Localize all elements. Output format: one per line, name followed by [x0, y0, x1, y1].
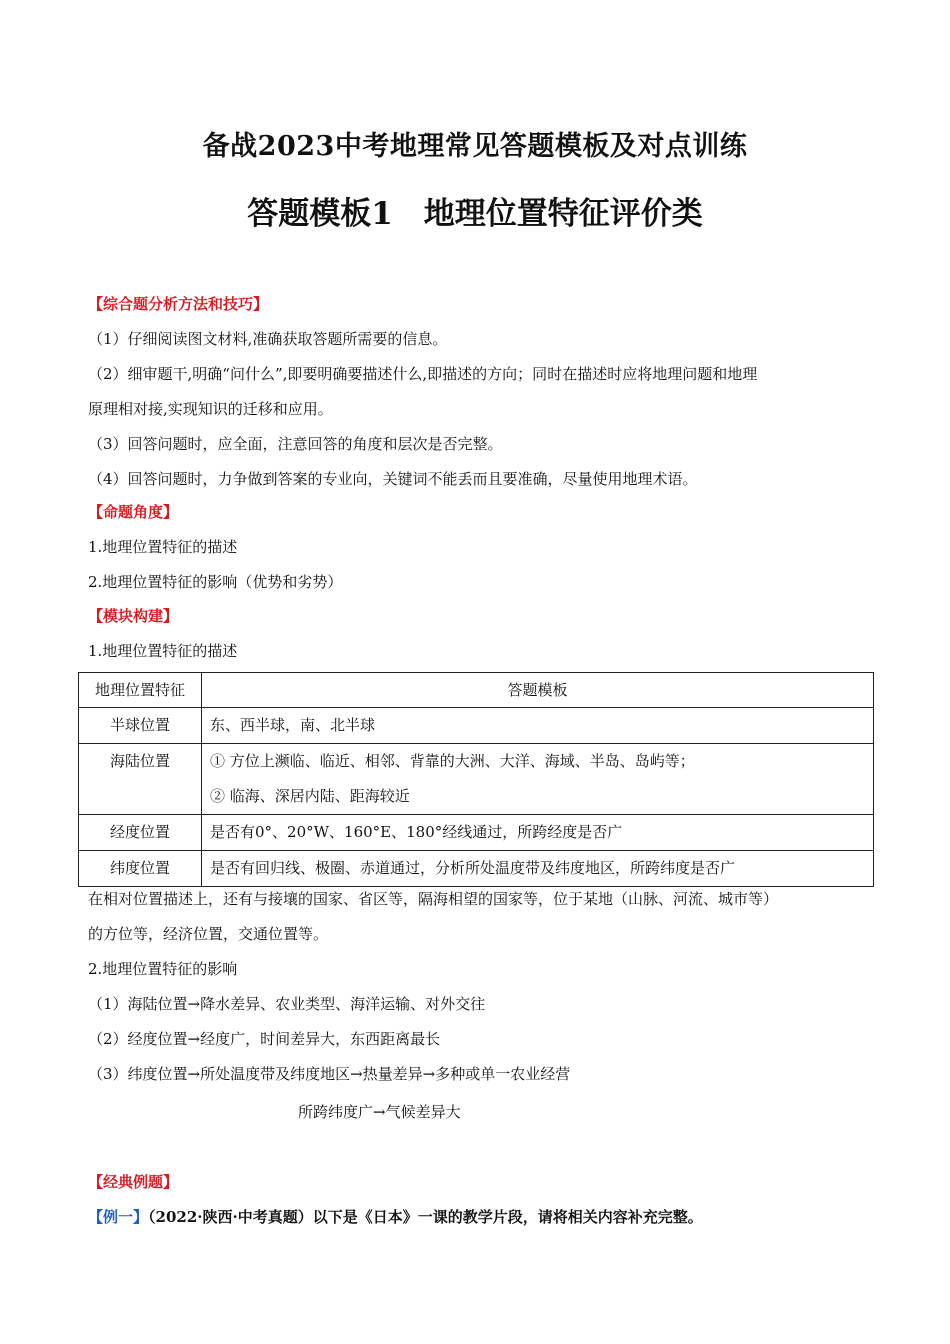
list-item: （3）纬度位置→所处温度带及纬度地区→热量差异→多种或单一农业经营 [88, 1065, 571, 1083]
section-heading: 【模块构建】 [88, 607, 179, 625]
table-header-row [79, 673, 874, 708]
example-tag: 【例一】 [88, 1208, 149, 1226]
subsection-title: 2.地理位置特征的影响 [88, 960, 238, 978]
cell-line: ② 临海、深居内陆、距海较近 [210, 787, 410, 805]
cell-line: 是否有0°、20°W、160°E、180°经线通过，所跨经度是否广 [210, 823, 623, 841]
document-subtitle: 答题模板1 地理位置特征评价类 [247, 196, 703, 232]
answer-template-table [78, 672, 874, 887]
table-row [79, 708, 874, 744]
table-row [79, 744, 874, 815]
list-item: （3）回答问题时，应全面，注意回答的角度和层次是否完整。 [88, 435, 503, 453]
subsection-title: 1.地理位置特征的描述 [88, 642, 238, 660]
cell-line: 东、西半球，南、北半球 [210, 716, 376, 734]
row-label: 半球位置 [79, 708, 202, 744]
list-item: 原理相对接,实现知识的迁移和应用。 [88, 400, 333, 418]
list-item: （1）仔细阅读图文材料,准确获取答题所需要的信息。 [88, 330, 448, 348]
section-heading: 【经典例题】 [88, 1173, 179, 1191]
list-item: （4）回答问题时，力争做到答案的专业向，关键词不能丢而且要准确，尽量使用地理术语。 [88, 470, 698, 488]
table-header-cell: 答题模板 [202, 673, 874, 708]
list-item: （2）细审题干,明确“问什么”,即要明确要描述什么,即描述的方向；同时在描述时应将地理问题和地理 [88, 365, 758, 383]
cell-line: 是否有回归线、极圈、赤道通过，分析所处温度带及纬度地区，所跨纬度是否广 [210, 859, 736, 877]
row-content [202, 708, 874, 744]
section-question-angles [88, 494, 878, 600]
paragraph-line: 的方位等，经济位置，交通位置等。 [88, 925, 329, 943]
section-classic-examples [88, 1164, 878, 1200]
row-label: 经度位置 [79, 815, 202, 851]
table-header-cell: 地理位置特征 [79, 673, 202, 708]
list-item: （1）海陆位置→降水差异、农业类型、海洋运输、对外交往 [88, 995, 486, 1013]
row-content [202, 744, 874, 815]
table-row [79, 815, 874, 851]
list-item: 1.地理位置特征的描述 [88, 538, 238, 556]
section-analysis-methods [88, 286, 878, 497]
section-heading: 【命题角度】 [88, 503, 179, 521]
paragraph-line: 在相对位置描述上，还有与接壤的国家、省区等，隔海相望的国家等，位于某地（山脉、河流、城市等） [88, 890, 779, 908]
section-heading: 【综合题分析方法和技巧】 [88, 295, 269, 313]
row-label: 海陆位置 [79, 744, 202, 815]
impact-sub-line: 所跨纬度广→气候差异大 [298, 1103, 461, 1121]
example-question [88, 1200, 703, 1235]
document-title: 备战2023中考地理常见答题模板及对点训练 [202, 131, 748, 162]
row-label: 纬度位置 [79, 851, 202, 887]
section-module-building [88, 598, 878, 669]
list-item: （2）经度位置→经度广，时间差异大，东西距离最长 [88, 1030, 441, 1048]
cell-line: ① 方位上濒临、临近、相邻、背靠的大洲、大洋、海域、半岛、岛屿等； [210, 752, 695, 770]
example-text: （2022·陕西·中考真题）以下是《日本》一课的教学片段，请将相关内容补充完整。 [148, 1208, 703, 1226]
section-after-table [88, 882, 878, 1092]
list-item: 2.地理位置特征的影响（优势和劣势） [88, 573, 343, 591]
row-content [202, 815, 874, 851]
